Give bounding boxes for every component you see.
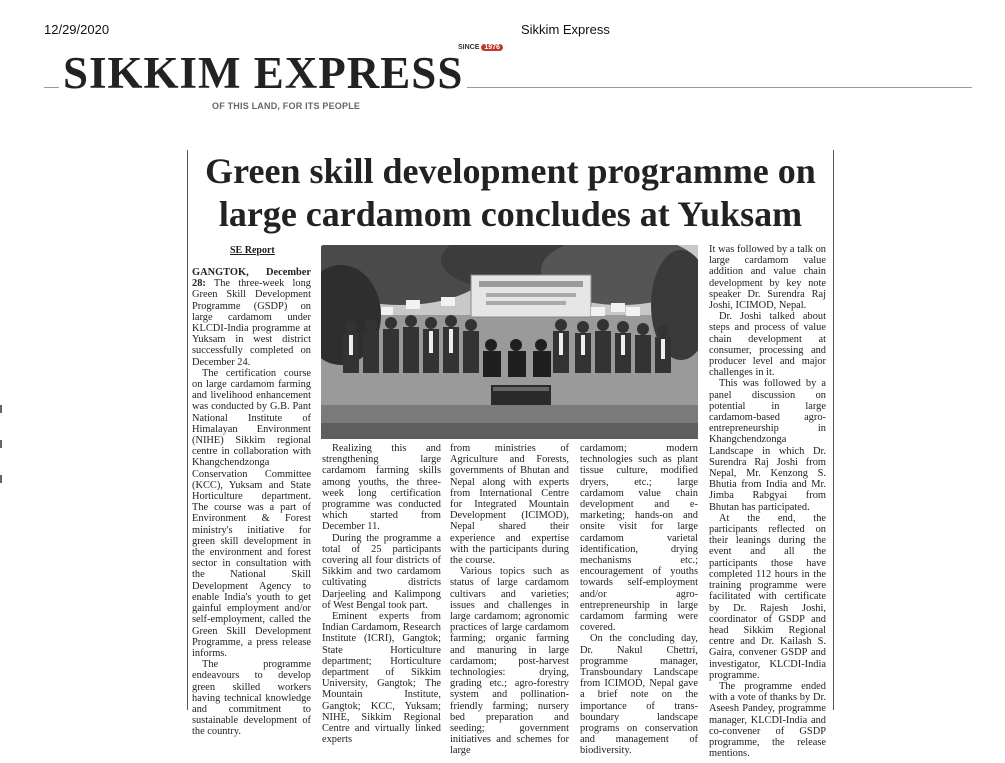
event-photo (321, 245, 698, 439)
article-column-4 (580, 443, 698, 757)
paragraph: The three-week long Green Skill Development Programme (GSDP) on large cardamom under KLCDI-India programme at Yuksam in west district successfully completed on December 24. (192, 278, 311, 368)
margin-tick (0, 440, 2, 448)
paragraph: This was followed by a panel discussion on potential in large cardamom-based agro-entrepreneurship in Khangchendzonga Landscape in which Dr. Surendra Raj Joshi from Nepal, Mr. Kenzong S. Bhutia from India and Mr. Jimba Rabgyai from Bhutan has participated. (709, 378, 826, 513)
margin-tick (0, 475, 2, 483)
article-column-3 (450, 443, 569, 757)
article-column-1 (192, 267, 311, 738)
headline (187, 150, 834, 236)
dateline: GANGTOK, December 28: (192, 267, 311, 290)
paragraph: The programme endeavours to develop green skilled workers having technical knowledge and commitment to sustainable development of the country. (192, 659, 311, 738)
masthead-tagline: OF THIS LAND, FOR ITS PEOPLE (212, 101, 361, 111)
paragraph: Dr. Joshi talked about steps and process of value chain development at consumer, processing and producer level and major challenges in it. (709, 311, 826, 379)
since-label: SINCE (458, 44, 480, 51)
headline-line-1: Green skill development programme on (205, 151, 816, 191)
article-column-5 (709, 244, 826, 759)
paragraph: from ministries of Agriculture and Forests, governments of Bhutan and Nepal along with experts from International Centre for Integrated Mountain Development (ICIMOD), Nepal shared their experience and expertise with the participants during the course. (450, 443, 569, 567)
paragraph: On the concluding day, Dr. Nakul Chettri, programme manager, Transboundary Landscape from ICIMOD, Nepal gave a brief note on the importance of trans-boundary landscape programs on conservation and management of biodiversity. (580, 633, 698, 757)
print-date: 12/29/2020 (44, 22, 110, 37)
paragraph: The programme ended with a vote of thanks by Dr. Aseesh Pandey, programme manager, KLCDI-India and co-convener of GSDP programme, the release mentions. (709, 680, 826, 760)
masthead-title: SIKKIM EXPRESS (59, 49, 467, 97)
print-source: Sikkim Express (521, 22, 610, 37)
paragraph: Various topics such as status of large cardamom cultivars and varieties; issues and challenges in large cardamom; agronomic practices of large cardamom farming; organic farming and manuring in large cardamom; post-harvest technologies: drying, grading etc.; agro-forestry system and pollination-friendly farming; nursery bed preparation and seeding; government initiatives and schemes for large (450, 566, 569, 757)
paragraph: Realizing this and strengthening large cardamom farming skills among youths, the three-week long certification programme was conducted which started from December 11. (322, 443, 441, 533)
byline: SE Report (230, 245, 275, 256)
article-column-2 (322, 443, 441, 745)
margin-tick (0, 405, 2, 413)
paragraph: It was followed by a talk on large cardamom value addition and value chain development by key note speaker Dr. Surendra Raj Joshi, ICIMOD, Nepal. (709, 244, 826, 312)
since-year: 1976 (481, 44, 503, 51)
paragraph: Eminent experts from Indian Cardamom, Research Institute (ICRI), Gangtok; State Horticulture department; Horticulture department of Sikkim University, Gangtok; The Mountain Institute, Gangtok; KCC, Yuksam; NIHE, Sikkim Regional Centre and virtually linked experts (322, 611, 441, 746)
paragraph: During the programme a total of 25 participants covering all four districts of Sikkim and two cardamom cultivating districts Darjeeling and Kalimpong of West Bengal took part. (322, 532, 441, 611)
paragraph: At the end, the participants reflected on their leanings during the event and all the participants those have completed 112 hours in the training programme were facilitated with certificate by Dr. Rajesh Joshi, coordinator of GSDP and head Sikkim Regional centre and Dr. Kailash S. Gaira, convener GSDP and investigator, KLCDI-India programme. (709, 512, 826, 681)
since-badge (458, 44, 503, 51)
paragraph: The certification course on large cardamom farming and livelihood enhancement was conducted by G.B. Pant National Institute of Himalayan Environment (NIHE) Sikkim regional centre in collaboration with Khangchendzonga Conservation Committee (KCC), Yuksam and State Horticulture department. The course was a part of Environment & Forest ministry's initiative for green skill development in the environment and forest sector in consultation with the National Skill Development Agency to enable India's youth to get gainful employment and/or self-employment, called the Green Skill Development Programme, a press release informs. (192, 367, 311, 659)
paragraph: cardamom; modern technologies such as plant tissue culture, modified dryers, etc.; large cardamom value chain development and e-marketing; hands-on and onsite visit for large cardamom varietal identification, drying mechanisms etc.; encouragement of youths towards self-employment and/or agro-entrepreneurship in large cardamom farming were covered. (580, 443, 698, 634)
headline-line-2: large cardamom concludes at Yuksam (218, 194, 803, 234)
